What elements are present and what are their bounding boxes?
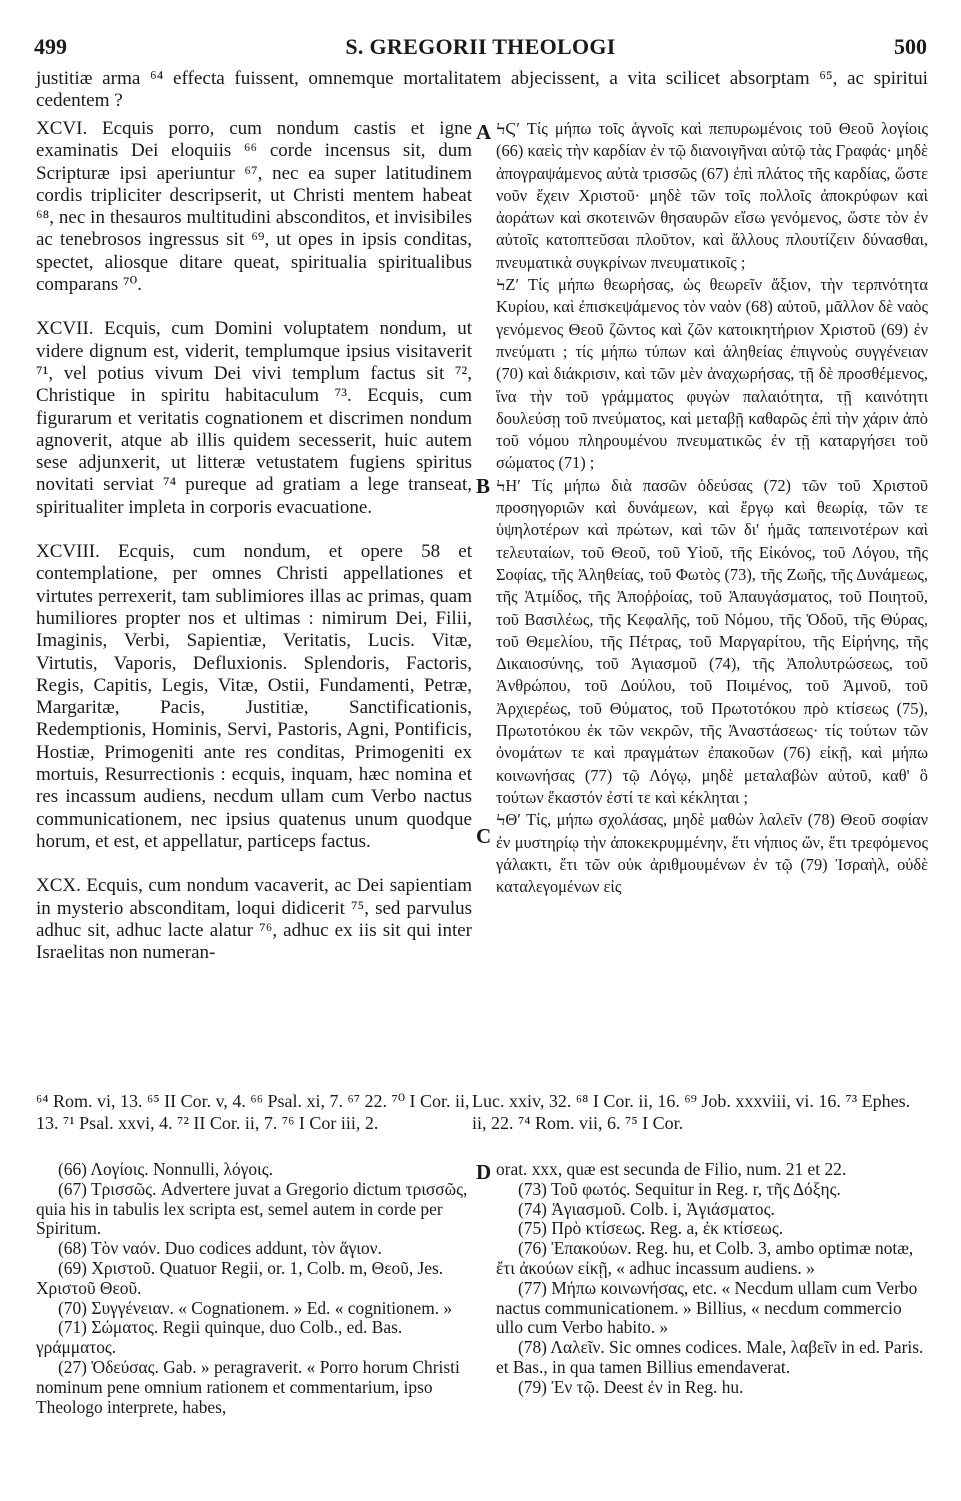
page-number-right: 500 bbox=[894, 34, 927, 59]
note-67: (67) Τρισσῶς. Advertere juvat a Gregorio dictum τρισσῶς, quia his in tabulis lex scripta est, semel autem in corde per Spiritum. bbox=[36, 1178, 468, 1239]
latin-section-xcviii: XCVIII. Ecquis, cum nondum, et opere 58 et contemplatione, per omnes Christi appellationes et virtutes perrexerit, tam sublimiores illas ac primas, quam humiliores propter nos et ultimas : nimirum Dei, Filii, Imaginis, Verbi, Sapientiæ, Veritatis, Lucis. Vitæ, Virtutis, Vaporis, Defluxionis. Splendoris, Factoris, Regis, Capitis, Legis, Vitæ, Ostii, Fundamenti, Petræ, Margaritæ, Pacis, Justitiæ, Sanctificationis, Redemptionis, Hominis, Servi, Pastoris, Agni, Pontificis, Hostiæ, Primogeniti ante res conditas, Primogeniti ex mortuis, Resurrectionis : ecquis, inquam, hæc nomina et res incassum audiens, necdum ullam cum Verbo nactus communicationem, nec ipsius quatenus unum quodque horum, et est, et appellatur, particeps factus. bbox=[36, 541, 472, 852]
note-72-continued: orat. xxx, quæ est secunda de Filio, num. 21 et 22. bbox=[496, 1159, 847, 1179]
lead-paragraph: justitiæ arma ⁶⁴ effecta fuissent, omnemque mortalitatem abjecissent, a vita scilicet absorptam ⁶⁵, ac spiritui cedentem ? bbox=[36, 68, 928, 111]
running-title: S. GREGORII THEOLOGI bbox=[345, 34, 616, 59]
scripture-references-right: Luc. xxiv, 32. ⁶⁸ I Cor. ii, 16. ⁶⁹ Job. xxxviii, vi. 16. ⁷³ Ephes. ii, 22. ⁷⁴ Rom. vii, 6. ⁷⁵ I Cor. bbox=[472, 1091, 911, 1133]
note-72: (27) Ὁδεύσας. Gab. » peragraverit. « Porro horum Christi nominum pene omnium rationem et commentarium, ipso Theologo interprete, habes, bbox=[36, 1356, 460, 1417]
margin-mark-a: A bbox=[476, 120, 492, 144]
margin-mark-c: C bbox=[476, 824, 492, 848]
continuation-text bbox=[36, 68, 928, 112]
page-number-left: 499 bbox=[34, 34, 67, 59]
latin-section-xcvii: XCVII. Ecquis, cum Domini voluptatem nondum, ut videre dignum est, viderit, templumque ipsius visitaverit ⁷¹, vel potius vivum Dei vivi templum factus sit ⁷², Christique in spiritu habitaculum ⁷³. Ecquis, cum figurarum et veritatis cognationem et discrimen nondum agnoverit, atque ab illis quidem secesserit, huic autem sese adjunxerit, ut litteræ vetustatem fugiens spiritus novitati serviat ⁷⁴ pureque ad gratiam a lege transeat, spiritualiter impleta in corporis evacuatione. bbox=[36, 318, 472, 518]
greek-section-97: ϞΖʹ Τίς μήπω θεωρήσας, ὡς θεωρεῖν ἄξιον, τὴν τερπνότητα Κυρίου, καὶ ἐπισκεψάμενος τὸν ναὸν (68) αὐτοῦ, μᾶλλον δὲ ναὸς γενόμενος Θεοῦ ζῶντος καὶ ζῶν κατοικητήριον Χριστοῦ (69) ἐν πνεύματι ; τίς μήπω τύπων καὶ ἀληθείας ἐπιγνοὺς συγγένειαν (70) καὶ διάκρισιν, καὶ τῶν μὲν ἀναχωρήσας, τῇ δὲ προσθέμενος, ἵνα τὴν τοῦ γράμματος φυγὼν παλαιότητα, τῇ καινότητι δουλεύσῃ τοῦ πνεύματος, καὶ μεταβῇ καθαρῶς ἐπὶ τὴν χάριν ἀπὸ τοῦ νόμου πληρουμένου πνευματικῶς ἐν τῇ καταργήσει τοῦ σώματος (71) ; bbox=[496, 275, 928, 473]
note-77: (77) Μήπω κοινωνήσας, etc. « Necdum ullam cum Verbo nactus communicationem. » Billius, « necdum commercio ullo cum Verbo habito. » bbox=[496, 1277, 918, 1338]
note-69: (69) Χριστοῦ. Quatuor Regii, or. 1, Colb. m, Θεοῦ, Jes. Χριστοῦ Θεοῦ. bbox=[36, 1257, 444, 1298]
note-66: (66) Λογίοις. Nonnulli, λόγοις. bbox=[58, 1159, 273, 1179]
critical-notes-right bbox=[496, 1160, 928, 1398]
note-70: (70) Συγγένειαν. « Cognationem. » Ed. « cognitionem. » bbox=[58, 1297, 453, 1318]
greek-section-99: ϞΘʹ Τίς, μήπω σχολάσας, μηδὲ μαθὼν λαλεῖν (78) Θεοῦ σοφίαν ἐν μυστηρίῳ τὴν ἀποκεκρυμμένην, ἔτι νήπιος ὤν, ἔτι τρεφόμενος γάλακτι, ἔτι τῶν οὐκ ἀριθμουμένων ἐν τῷ (79) Ἰσραὴλ, οὐδὲ καταλεγομένων εἰς bbox=[496, 810, 928, 897]
note-68: (68) Τὸν ναόν. Duo codices addunt, τὸν ἅγιον. bbox=[58, 1238, 382, 1259]
note-76: (76) Ἐπακούων. Reg. hu, et Colb. 3, ambo optimæ notæ, ἔτι ἀκούων εἰκῇ, « adhuc incassum audiens. » bbox=[496, 1238, 914, 1278]
note-79: (79) Ἐν τῷ. Deest ἐν in Reg. hu. bbox=[518, 1376, 744, 1397]
greek-section-98: ϞΗʹ Τίς μήπω διὰ πασῶν ὁδεύσας (72) τῶν τοῦ Χριστοῦ προσηγοριῶν καὶ δυνάμεων, καὶ ἔργῳ καὶ θεωρίᾳ, τῶν τε ὑψηλοτέρων καὶ πρώτων, καὶ τῶν δι' ἡμᾶς ταπεινοτέρων καὶ τελευταίων, τοῦ Θεοῦ, τοῦ Υἱοῦ, τῆς Εἰκόνος, τοῦ Λόγου, τῆς Σοφίας, τῆς Ἀληθείας, τοῦ Φωτὸς (73), τῆς Ζωῆς, τῆς Δυνάμεως, τῆς Ἀτμίδος, τῆς Ἀποῤῥοίας, τοῦ Ἀπαυγάσματος, τοῦ Ποιητοῦ, τοῦ Βασιλέως, τῆς Κεφαλῆς, τοῦ Νόμου, τῆς Ὁδοῦ, τῆς Θύρας, τοῦ Θεμελίου, τῆς Πέτρας, τοῦ Μαργαρίτου, τῆς Εἰρήνης, τῆς Δικαιοσύνης, τοῦ Ἁγιασμοῦ (74), τῆς Ἀπολυτρώσεως, τοῦ Ἀνθρώπου, τοῦ Δούλου, τοῦ Ποιμένος, τοῦ Ἀμνοῦ, τοῦ Ἀρχιερέως, τοῦ Θύματος, τοῦ Πρωτοτόκου πρὸ κτίσεως (75), Πρωτοτόκου ἐκ τῶν νεκρῶν, τῆς Ἀναστάσεως· τίς τούτων τῶν ὀνομάτων τε καὶ πραγμάτων ἐπακοῦων (76) εἰκῇ, καὶ μήπω κοινωνήσας (77) τῷ Λόγῳ, μηδὲ μεταλαβὼν αὐτοῦ, καθ' ὃ τούτων ἕκαστόν ἐστί τε καὶ κέκληται ; bbox=[496, 475, 928, 807]
greek-column bbox=[496, 118, 928, 898]
note-71: (71) Σώματος. Regii quinque, duo Colb., ed. Bas. γράμματος. bbox=[36, 1317, 403, 1358]
note-75: (75) Πρὸ κτίσεως. Reg. a, ἐκ κτίσεως. bbox=[518, 1218, 784, 1239]
margin-mark-b: B bbox=[476, 474, 491, 498]
critical-notes-left bbox=[36, 1160, 472, 1417]
scripture-references-left: ⁶⁴ Rom. vi, 13. ⁶⁵ II Cor. v, 4. ⁶⁶ Psal. xi, 7. ⁶⁷ 22. ⁷⁰ I Cor. ii, 13. ⁷¹ Psal. xxvi, 4. ⁷² II Cor. ii, 7. ⁷⁶ I Cor iii, 2. bbox=[36, 1091, 470, 1133]
greek-section-96: ϞϚʹ Τίς μήπω τοῖς ἁγνοῖς καὶ πεπυρωμένοις τοῦ Θεοῦ λογίοις (66) καεὶς τὴν καρδίαν ἐν τῷ διανοιγῆναι αὐτῷ τὰς Γραφάς· μηδὲ ἀπογραψάμενος αὐτὰ τρισσῶς (67) ἐπὶ πλάτος τῆς καρδίας, ὥστε νοῦν ἔχειν Χριστοῦ· μηδὲ τῶν τοῖς πολλοῖς ἀποκρύφων καὶ ἀοράτων καὶ σκοτεινῶν θησαυρῶν εἴσω γενόμενος, ὥστε τὸν ἐν αὐτοῖς κατοπτεῦσαι πλοῦτον, καὶ ἄλλους πλουτίζειν δύνασθαι, πνευματικὰ συγκρίνων πνευματικοῖς ; bbox=[496, 119, 928, 272]
margin-mark-d: D bbox=[476, 1160, 492, 1184]
note-74: (74) Ἁγιασμοῦ. Colb. i, Ἁγιάσματος. bbox=[518, 1198, 775, 1219]
latin-section-xcvi: XCVI. Ecquis porro, cum nondum castis et igne examinatis Dei eloquiis ⁶⁶ corde incensus sit, dum Scripturæ ipsi aperiuntur ⁶⁷, nec ea super latitudinem cordis tripliciter descripserit, ut Christi mentem habeat ⁶⁸, nec in thesauros multitudini absconditos, et invisibiles ac tenebrosos ingressus sit ⁶⁹, ut opes in ipsis conditas, spectet, aliosque ditare queat, spiritualia spiritualibus comparans ⁷⁰. bbox=[36, 118, 472, 296]
note-78: (78) Λαλεῖν. Sic omnes codices. Male, λαβεῖν in ed. Paris. et Bas., in qua tamen Billius emendaverat. bbox=[496, 1337, 924, 1377]
latin-column bbox=[36, 118, 472, 964]
running-header bbox=[34, 34, 927, 64]
latin-section-xcx: XCX. Ecquis, cum nondum vacaverit, ac Dei sapientiam in mysterio absconditam, loqui didicerit ⁷⁵, sed parvulus adhuc sit, adhuc lacte alatur ⁷⁶, adhuc ex iis sit qui inter Israelitas non numeran- bbox=[36, 875, 472, 964]
note-73: (73) Τοῦ φωτός. Sequitur in Reg. r, τῆς Δόξης. bbox=[518, 1178, 841, 1199]
